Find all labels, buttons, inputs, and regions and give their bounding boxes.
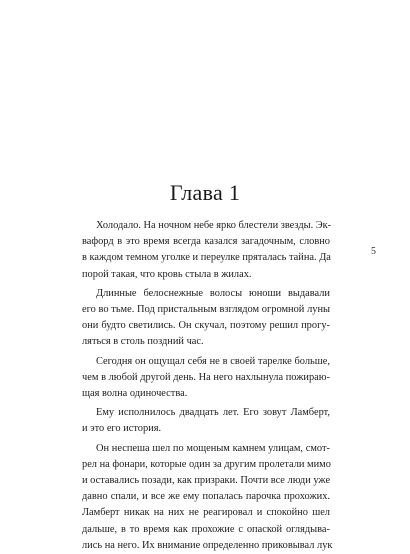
paragraph xyxy=(82,286,330,351)
text-line: в каждом темном уголке и переулке пряталась тайна. Да xyxy=(82,252,331,264)
text-line: ляться в столь поздний час. xyxy=(82,336,204,348)
text-line: и это его история. xyxy=(82,423,162,435)
paragraph xyxy=(82,405,330,437)
text-line: они будто светились. Он скучал, поэтому решил прогу- xyxy=(82,320,330,332)
text-line: Ему исполнилось двадцать лет. Его зовут Ламберт, xyxy=(96,407,330,419)
text-line: лись на него. Их внимание определенно приковывал лук xyxy=(82,539,333,551)
page-number: 5 xyxy=(371,246,376,257)
text-line: порой такая, что кровь стыла в жилах. xyxy=(82,268,252,280)
text-line: вафорд в это время всегда казался загадочным, словно xyxy=(82,236,330,248)
text-line: его во тьме. Под пристальным взглядом огромной луны xyxy=(82,304,330,316)
paragraph xyxy=(82,441,333,554)
text-line: рел на фонари, которые один за другим пролетали мимо xyxy=(82,458,331,470)
text-line: дальше, в то время как прохожие с опаской оглядыва- xyxy=(82,523,330,535)
paragraph xyxy=(82,218,330,283)
text-line: Длинные белоснежные волосы юноши выдавали xyxy=(96,287,330,299)
text-line: чем в любой другой день. На него нахлынула пожираю- xyxy=(82,371,330,383)
paragraph xyxy=(82,354,330,403)
text-line: Сегодня он ощущал себя не в своей тарелке больше, xyxy=(96,355,330,367)
text-line: и оставались позади, как призраки. Почти все люди уже xyxy=(82,475,331,487)
text-line: Холодало. На ночном небе ярко блестели звезды. Эк- xyxy=(96,220,332,231)
text-line: Ламберт никак на них не реагировал и спокойно шел xyxy=(82,507,330,519)
text-line: щая волна одиночества. xyxy=(82,388,188,400)
text-line: Он неспеша шел по мощеным камнем улицам, смот- xyxy=(96,442,330,454)
chapter-title: Глава 1 xyxy=(169,180,241,205)
text-line: давно спали, и все же ему попалась парочка прохожих. xyxy=(82,491,330,503)
chapter-body xyxy=(82,218,333,554)
